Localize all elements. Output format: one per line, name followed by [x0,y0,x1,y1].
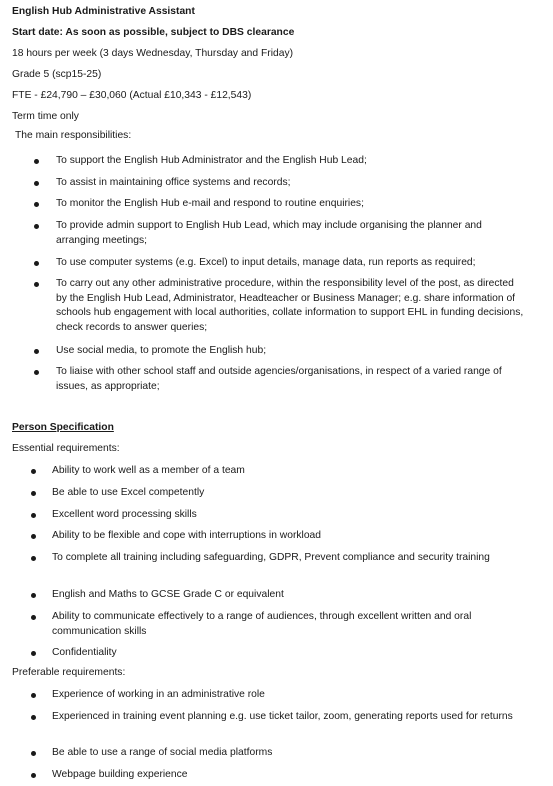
list-item-text: To monitor the English Hub e-mail and respond to routine enquiries; [56,198,364,209]
bullet-icon [34,282,39,287]
bullet-icon [31,534,36,539]
list-item-text: To use computer systems (e.g. Excel) to input details, manage data, run reports as required; [56,257,476,268]
bullet-icon [31,651,36,656]
list-item-text: Be able to use a range of social media platforms [52,747,273,758]
bullet-icon [31,513,36,518]
start-date: Start date: As soon as possible, subject to DBS clearance [12,27,295,38]
bullet-icon [34,159,39,164]
bullet-icon [31,556,36,561]
bullet-icon [31,615,36,620]
grade: Grade 5 (scp15-25) [12,69,102,80]
bullet-icon [34,261,39,266]
essential-heading: Essential requirements: [12,443,120,454]
term-time: Term time only [12,111,79,122]
bullet-icon [31,751,36,756]
list-item-text: To complete all training including safeguarding, GDPR, Prevent compliance and security training [52,552,490,563]
bullet-icon [34,181,39,186]
bullet-icon [31,773,36,778]
bullet-icon [34,349,39,354]
list-item-text: To support the English Hub Administrator and the English Hub Lead; [56,155,367,166]
person-spec-heading: Person Specification [12,422,114,433]
list-item-text: Ability to be flexible and cope with interruptions in workload [52,530,322,541]
list-item-text: English and Maths to GCSE Grade C or equivalent [52,589,284,600]
list-item-text: Experience of working in an administrative role [52,689,265,700]
list-item-text: To provide admin support to English Hub Lead, which may include organising the planner and arranging meetings; [56,220,482,246]
list-item-text: To liaise with other school staff and outside agencies/organisations, in respect of a varied range of issues, as appropriate; [56,366,502,392]
responsibilities-heading: The main responsibilities: [15,130,132,141]
bullet-icon [31,693,36,698]
bullet-icon [34,202,39,207]
bullet-icon [31,491,36,496]
bullet-icon [31,593,36,598]
bullet-icon [34,370,39,375]
list-item-text: Confidentiality [52,647,117,658]
hours: 18 hours per week (3 days Wednesday, Thursday and Friday) [12,48,294,59]
list-item-text: Experienced in training event planning e.g. use ticket tailor, zoom, generating reports used for returns [52,711,513,722]
bullet-icon [31,715,36,720]
list-item-text: To assist in maintaining office systems and records; [56,177,291,188]
bullet-icon [34,224,39,229]
list-item-text: Ability to communicate effectively to a range of audiences, through excellent written and oral communication skills [52,611,472,637]
bullet-icon [31,469,36,474]
list-item-text: Excellent word processing skills [52,509,197,520]
list-item-text: Be able to use Excel competently [52,487,205,498]
list-item-text: To carry out any other administrative procedure, within the responsibility level of the post, as directed by the English Hub Lead, Administrator, Headteacher or Business Manager; e.g. share information of schools hub engagement with local authorities, collate information to support EHL in funding decisions, check records to answer queries; [56,278,524,333]
list-item-text: Webpage building experience [52,769,188,780]
job-title: English Hub Administrative Assistant [12,6,195,17]
list-item-text: Use social media, to promote the English hub; [56,345,267,356]
salary: FTE - £24,790 – £30,060 (Actual £10,343 - £12,543) [12,90,252,101]
list-item-text: Ability to work well as a member of a team [52,465,245,476]
preferable-heading: Preferable requirements: [12,667,126,678]
